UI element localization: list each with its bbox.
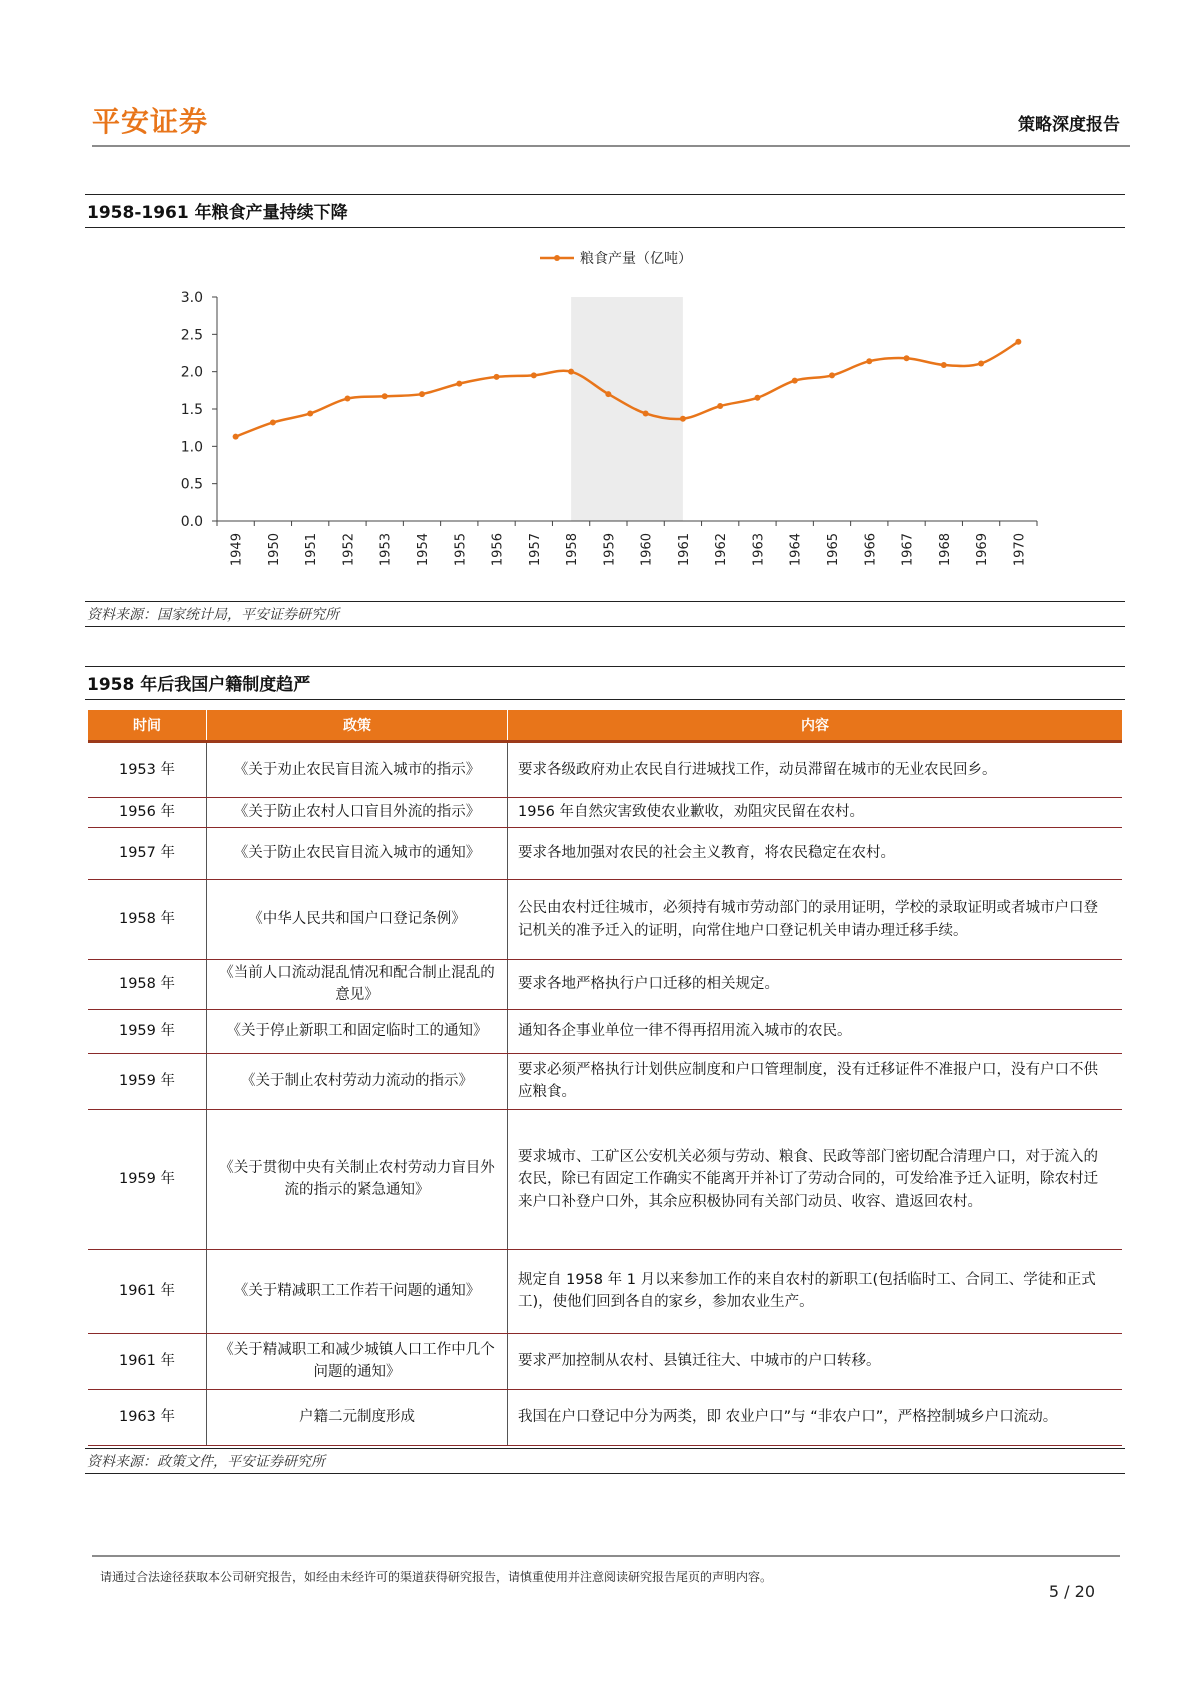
x-tick-label: 1964	[788, 533, 804, 567]
header-divider	[92, 145, 1130, 147]
footer-disclaimer: 请通过合法途径获取本公司研究报告，如经由未经许可的渠道获得研究报告，请慎重使用并注意阅读研究报告尾页的声明内容。	[100, 1570, 773, 1584]
x-tick-label: 1969	[975, 533, 991, 567]
data-point	[904, 355, 910, 361]
company-logo: 平安证券	[92, 105, 209, 138]
y-tick-label: 3.0	[180, 290, 203, 306]
highlight-band	[571, 297, 683, 521]
table-source: 资料来源：政策文件，平安证券研究所	[85, 1448, 1125, 1474]
x-tick-label: 1953	[378, 533, 394, 567]
y-tick-label: 0.5	[180, 476, 203, 493]
footer-divider	[92, 1555, 1120, 1557]
x-tick-label: 1952	[341, 533, 357, 567]
x-tick-label: 1967	[900, 533, 916, 567]
x-tick-label: 1963	[751, 533, 767, 567]
legend-label: 粮食产量（亿吨）	[580, 251, 692, 267]
hukou-policy-table	[88, 710, 1122, 1446]
row-policy: 《关于防止农村人口盲目外流的指示》	[207, 798, 508, 828]
y-tick-label: 2.0	[180, 364, 203, 381]
x-tick-label: 1959	[602, 533, 618, 567]
data-point	[456, 381, 462, 387]
table-row	[88, 1333, 1122, 1389]
row-time: 1956 年	[88, 798, 207, 828]
data-point	[605, 391, 611, 397]
table-row	[88, 960, 1122, 1010]
table-row	[88, 1249, 1122, 1333]
chart-section-title: 1958-1961 年粮食产量持续下降	[85, 194, 1125, 228]
x-tick-label: 1949	[229, 533, 245, 567]
x-tick-label: 1970	[1012, 533, 1028, 567]
x-tick-label: 1965	[826, 533, 841, 567]
x-tick-label: 1950	[266, 533, 282, 567]
header-time: 时间	[88, 710, 207, 742]
row-time: 1959 年	[88, 1009, 207, 1053]
table-row	[88, 828, 1122, 880]
x-tick-label: 1960	[639, 533, 655, 567]
x-tick-label: 1956	[490, 533, 506, 567]
grain-output-chart	[85, 225, 1125, 595]
row-policy: 《关于贯彻中央有关制止农村劳动力盲目外流的指示的紧急通知》	[207, 1109, 508, 1249]
data-point	[344, 396, 350, 402]
x-tick-label: 1961	[676, 533, 692, 567]
row-time: 1961 年	[88, 1333, 207, 1389]
data-point	[754, 395, 760, 401]
x-tick-label: 1966	[863, 533, 879, 567]
y-tick-label: 2.5	[180, 327, 203, 344]
x-tick-label: 1954	[416, 533, 431, 567]
data-point	[307, 410, 313, 416]
data-point	[382, 393, 388, 399]
table-row	[88, 1009, 1122, 1053]
table-row	[88, 742, 1122, 798]
row-policy: 《当前人口流动混乱情况和配合制止混乱的意见》	[207, 960, 508, 1010]
row-content: 要求各地加强对农民的社会主义教育，将农民稳定在农村。	[508, 828, 1123, 880]
row-time: 1963 年	[88, 1389, 207, 1445]
data-point	[419, 391, 425, 397]
row-time: 1959 年	[88, 1053, 207, 1109]
row-policy: 《关于精减职工和减少城镇人口工作中几个问题的通知》	[207, 1333, 508, 1389]
row-content: 要求必须严格执行计划供应制度和户口管理制度，没有迁移证件不准报户口，没有户口不供应粮食。	[508, 1053, 1123, 1109]
row-time: 1959 年	[88, 1109, 207, 1249]
row-time: 1961 年	[88, 1249, 207, 1333]
x-tick-label: 1962	[714, 533, 730, 567]
data-point	[866, 358, 872, 364]
x-tick-label: 1968	[937, 533, 953, 567]
data-point	[643, 410, 649, 416]
x-tick-label: 1957	[527, 533, 543, 567]
row-content: 要求严加控制从农村、县镇迁往大、中城市的户口转移。	[508, 1333, 1123, 1389]
data-point	[233, 434, 239, 440]
data-point	[568, 369, 574, 375]
y-tick-label: 0.0	[180, 514, 203, 530]
row-policy: 《关于停止新职工和固定临时工的通知》	[207, 1009, 508, 1053]
y-tick-label: 1.0	[180, 439, 203, 456]
row-policy: 《关于防止农民盲目流入城市的通知》	[207, 828, 508, 880]
row-content: 通知各企事业单位一律不得再招用流入城市的农民。	[508, 1009, 1123, 1053]
y-tick-label: 1.5	[180, 402, 203, 418]
table-row	[88, 798, 1122, 828]
row-content: 要求城市、工矿区公安机关必须与劳动、粮食、民政等部门密切配合清理户口，对于流入的农民，除已有固定工作确实不能离开并补订了劳动合同的，可发给准予迁入证明，除农村迁来户口补登户口外，其余应积极协同有关部门动员、收容、遣返回农村。	[508, 1109, 1123, 1249]
data-point	[531, 372, 537, 378]
row-content: 要求各地严格执行户口迁移的相关规定。	[508, 960, 1123, 1010]
x-tick-label: 1951	[304, 533, 320, 567]
row-content: 我国在户口登记中分为两类，即 农业户口”与 “非农户口”，严格控制城乡户口流动。	[508, 1389, 1123, 1445]
data-point	[270, 419, 276, 425]
data-point	[494, 374, 500, 380]
table-section-title: 1958 年后我国户籍制度趋严	[85, 666, 1125, 700]
x-tick-label: 1955	[453, 533, 469, 567]
row-content: 公民由农村迁往城市，必须持有城市劳动部门的录用证明，学校的录取证明或者城市户口登记机关的准予迁入的证明，向常住地户口登记机关申请办理迁移手续。	[508, 880, 1123, 960]
legend-marker	[554, 255, 560, 261]
header-policy: 政策	[207, 710, 508, 742]
row-time: 1958 年	[88, 880, 207, 960]
chart-source: 资料来源：国家统计局，平安证券研究所	[85, 601, 1125, 627]
data-point	[792, 378, 798, 384]
row-policy: 《中华人民共和国户口登记条例》	[207, 880, 508, 960]
table-header-row	[88, 710, 1122, 742]
row-content: 规定自 1958 年 1 月以来参加工作的来自农村的新职工(包括临时工、合同工、学徒和正式工)，使他们回到各自的家乡，参加农业生产。	[508, 1249, 1123, 1333]
page-number: 5 / 20	[1048, 1582, 1095, 1601]
table-row	[88, 1053, 1122, 1109]
data-point	[717, 403, 723, 409]
row-policy: 户籍二元制度形成	[207, 1389, 508, 1445]
data-point	[978, 360, 984, 366]
row-content: 要求各级政府劝止农民自行进城找工作，动员滞留在城市的无业农民回乡。	[508, 742, 1123, 798]
row-time: 1957 年	[88, 828, 207, 880]
row-time: 1953 年	[88, 742, 207, 798]
row-policy: 《关于劝止农民盲目流入城市的指示》	[207, 742, 508, 798]
row-content: 1956 年自然灾害致使农业歉收，劝阻灾民留在农村。	[508, 798, 1123, 828]
data-point	[680, 416, 686, 422]
row-time: 1958 年	[88, 960, 207, 1010]
row-policy: 《关于制止农村劳动力流动的指示》	[207, 1053, 508, 1109]
table-row	[88, 1389, 1122, 1445]
header-content: 内容	[508, 710, 1123, 742]
data-point	[829, 372, 835, 378]
x-tick-label: 1958	[565, 533, 581, 567]
table-row	[88, 1109, 1122, 1249]
report-type: 策略深度报告	[1018, 115, 1120, 135]
row-policy: 《关于精减职工工作若干问题的通知》	[207, 1249, 508, 1333]
data-point	[1015, 339, 1021, 345]
table-row	[88, 880, 1122, 960]
data-point	[941, 362, 947, 368]
